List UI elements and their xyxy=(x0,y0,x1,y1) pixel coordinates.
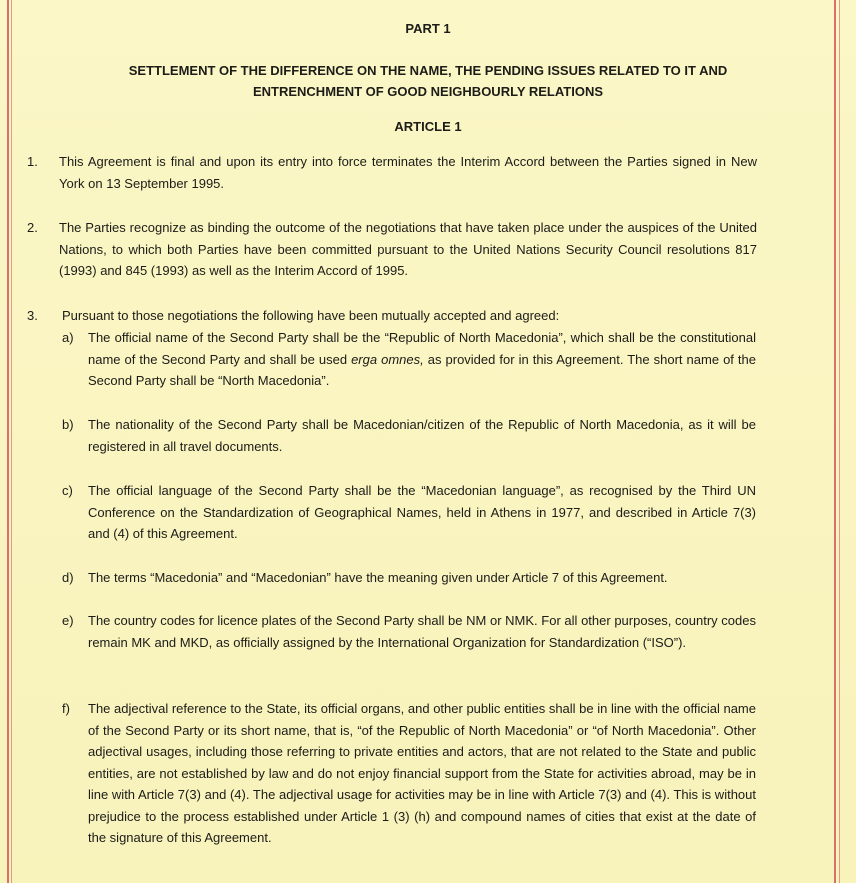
item-text: The country codes for licence plates of the Second Party shall be NM or NMK. For all other purposes, country codes remain MK and MKD, as officially assigned by the International Organization for Standardization (“ISO”). xyxy=(88,613,756,650)
item-label: f) xyxy=(62,701,70,716)
paragraph-number: 2. xyxy=(27,220,38,235)
paragraph-number: 1. xyxy=(27,154,38,169)
item-text: The nationality of the Second Party shall be Macedonian/citizen of the Republic of North Macedonia, as it will be registered in all travel documents. xyxy=(88,417,756,454)
item-text-part: The official name of the Second Party shall be the “Republic of North Macedonia”, which shall be the constitutional name of the Second Party and shall be used xyxy=(88,330,756,367)
article-heading: ARTICLE 1 xyxy=(394,119,462,134)
item-label: a) xyxy=(62,330,74,345)
italic-term: erga omnes, xyxy=(351,351,424,367)
item-text-part: as provided for in this Agreement. The short name of the Second Party shall be “North Macedonia”. xyxy=(88,351,757,388)
part-title-line-2: ENTRENCHMENT OF GOOD NEIGHBOURLY RELATIONS xyxy=(252,84,604,99)
paragraph-text: The Parties recognize as binding the outcome of the negotiations that have taken place under the auspices of the United Nations, to which both Parties have been committed pursuant to the United Nations Security Council resolutions 817 (1993) and 845 (1993) as well as the Interim Accord of 1995. xyxy=(59,220,757,278)
part-heading: PART 1 xyxy=(405,21,451,36)
item-text: The terms “Macedonia” and “Macedonian” have the meaning given under Article 7 of this Agreement. xyxy=(88,570,668,585)
paragraph-number: 3. xyxy=(27,308,38,323)
item-label: d) xyxy=(62,570,74,585)
part-title-line-1: SETTLEMENT OF THE DIFFERENCE ON THE NAME, THE PENDING ISSUES RELATED TO IT AND xyxy=(128,63,728,78)
part-title xyxy=(0,60,856,102)
paragraph-text: Pursuant to those negotiations the following have been mutually accepted and agreed: xyxy=(62,308,560,323)
paragraph-text: This Agreement is final and upon its entry into force terminates the Interim Accord between the Parties signed in New York on 13 September 1995. xyxy=(59,154,757,191)
item-label: b) xyxy=(62,417,74,432)
item-label: c) xyxy=(62,483,73,498)
item-label: e) xyxy=(62,613,74,628)
item-text: The adjectival reference to the State, its official organs, and other public entities shall be in line with the official name of the Second Party or its short name, that is, “of the Republic of North Macedonia” or “of North Macedonia”. Other adjectival usages, including those referring to private entities and actors, that are not related to the State and public entities, are not established by law and do not enjoy financial support from the State for activities abroad, may be in line with Article 7(3) and (4). The adjectival usage for activities may be in line with Article 7(3) and (4). This is without prejudice to the process established under Article 1 (3) (h) and compound names of cities that exist at the date of the signature of this Agreement. xyxy=(88,701,756,845)
item-text: The official language of the Second Party shall be the “Macedonian language”, as recognised by the Third UN Conference on the Standardization of Geographical Names, held in Athens in 1977, and described in Article 7(3) and (4) of this Agreement. xyxy=(88,483,756,541)
item-text xyxy=(88,327,756,392)
